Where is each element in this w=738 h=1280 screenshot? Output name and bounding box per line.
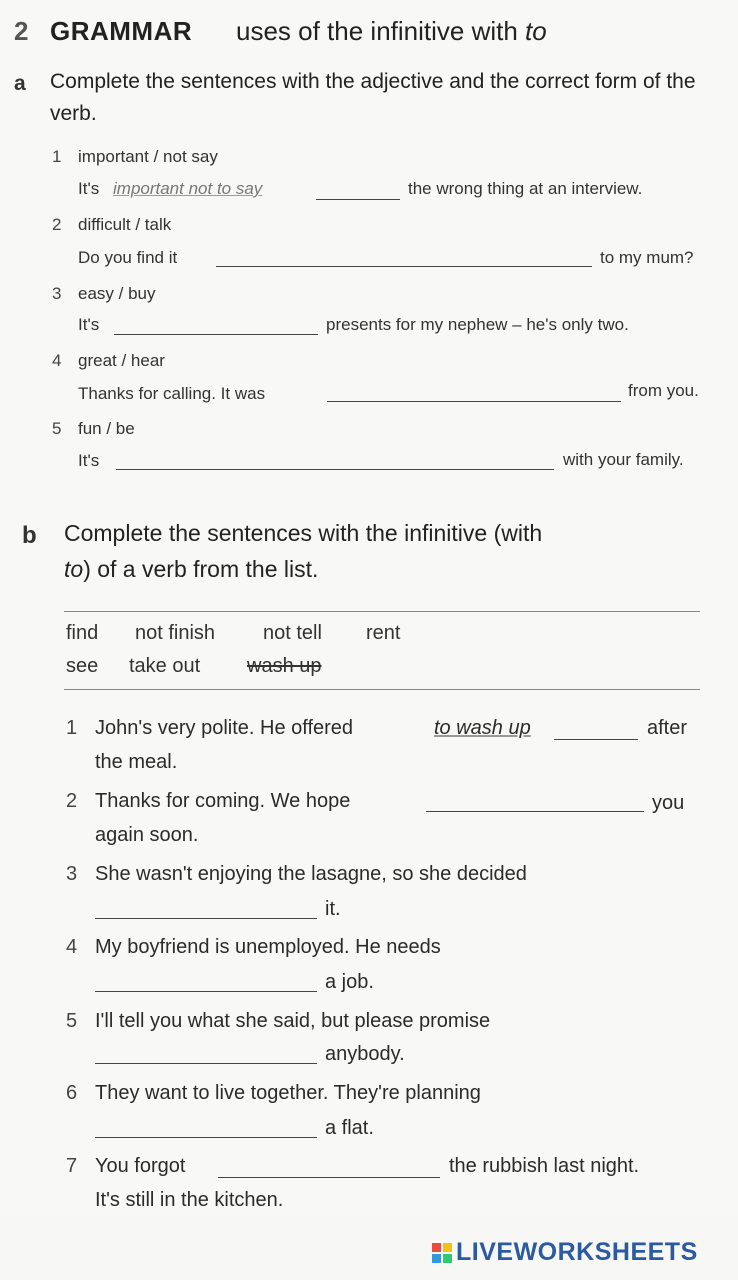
item-a5-after: with your family. bbox=[563, 450, 684, 469]
item-b5-blank[interactable] bbox=[95, 1063, 317, 1064]
item-b2-number: 2 bbox=[66, 790, 78, 812]
instruction-emphasis: to bbox=[64, 556, 84, 582]
item-a4-blank[interactable] bbox=[327, 401, 621, 402]
item-b2-blank[interactable] bbox=[426, 811, 644, 812]
word-not-finish: not finish bbox=[135, 622, 216, 644]
item-b3-number: 3 bbox=[66, 863, 78, 885]
exercise-number: 2 bbox=[14, 16, 29, 46]
section-b-instruction-line2 bbox=[64, 556, 318, 583]
item-a5-number: 5 bbox=[52, 419, 62, 438]
item-a3-blank[interactable] bbox=[114, 334, 318, 335]
item-b7-after: the rubbish last night. bbox=[449, 1155, 640, 1177]
item-b6-text: They want to live together. They're planning bbox=[95, 1082, 481, 1104]
section-b-letter: b bbox=[22, 522, 37, 549]
item-a3-prompt: easy / buy bbox=[78, 284, 156, 303]
item-b5-number: 5 bbox=[66, 1010, 78, 1032]
word-wash-up-used: wash up bbox=[247, 655, 322, 677]
item-b1-number: 1 bbox=[66, 717, 78, 739]
section-a-instruction: Complete the sentences with the adjective and the correct form of the verb. bbox=[50, 70, 696, 125]
item-a2-prompt: difficult / talk bbox=[78, 215, 172, 234]
item-a4-prompt: great / hear bbox=[78, 351, 165, 370]
item-b5-text: I'll tell you what she said, but please promise bbox=[95, 1010, 491, 1032]
item-b4-text: My boyfriend is unemployed. He needs bbox=[95, 936, 441, 958]
item-a4-before: Thanks for calling. It was bbox=[78, 384, 266, 403]
item-a5-before: It's bbox=[78, 451, 100, 470]
item-a5-prompt: fun / be bbox=[78, 419, 135, 438]
word-rent: rent bbox=[366, 622, 401, 644]
item-b1-after: after bbox=[647, 717, 688, 739]
wordbox-top-rule bbox=[64, 611, 700, 612]
item-b1-text: John's very polite. He offered bbox=[95, 717, 354, 739]
item-b3-continuation: it. bbox=[325, 898, 341, 920]
item-a3-after: presents for my nephew – he's only two. bbox=[326, 315, 629, 334]
item-a5-blank[interactable] bbox=[116, 469, 554, 470]
item-b7-number: 7 bbox=[66, 1155, 78, 1177]
item-a2-number: 2 bbox=[52, 215, 62, 234]
item-a2-after: to my mum? bbox=[600, 248, 694, 267]
subtitle-emphasis: to bbox=[525, 16, 547, 46]
item-b7-blank[interactable] bbox=[218, 1177, 440, 1178]
item-b4-number: 4 bbox=[66, 936, 78, 958]
item-b7-continuation: It's still in the kitchen. bbox=[95, 1189, 284, 1211]
item-a1-before: It's bbox=[78, 179, 100, 198]
item-b6-number: 6 bbox=[66, 1082, 78, 1104]
item-a4-number: 4 bbox=[52, 351, 62, 370]
instruction-rest: ) of a verb from the list. bbox=[83, 556, 319, 582]
item-a1-blank[interactable] bbox=[316, 199, 400, 200]
subtitle-text: uses of the infinitive with bbox=[236, 16, 526, 46]
item-b3-text: She wasn't enjoying the lasagne, so she decided bbox=[95, 863, 527, 885]
exercise-title: GRAMMAR bbox=[50, 16, 193, 46]
item-a2-blank[interactable] bbox=[216, 266, 592, 267]
item-b6-blank[interactable] bbox=[95, 1137, 317, 1138]
item-a1-number: 1 bbox=[52, 147, 62, 166]
footer-brand[interactable]: LIVEWORKSHEETS bbox=[456, 1238, 698, 1266]
exercise-subtitle bbox=[236, 16, 547, 47]
item-a2-before: Do you find it bbox=[78, 248, 178, 267]
item-b7-text: You forgot bbox=[95, 1155, 186, 1177]
item-b4-blank[interactable] bbox=[95, 991, 317, 992]
item-b4-continuation: a job. bbox=[325, 971, 374, 993]
item-b3-blank[interactable] bbox=[95, 918, 317, 919]
item-a4-after: from you. bbox=[628, 381, 699, 400]
item-b5-continuation: anybody. bbox=[325, 1043, 405, 1065]
item-b1-answer: to wash up bbox=[434, 717, 531, 739]
item-b1-blank[interactable] bbox=[554, 739, 638, 740]
section-b-instruction-line1: Complete the sentences with the infinitive (with bbox=[64, 520, 543, 546]
item-b2-after: you bbox=[652, 792, 685, 814]
item-a1-after: the wrong thing at an interview. bbox=[408, 179, 643, 198]
item-b2-text: Thanks for coming. We hope bbox=[95, 790, 351, 812]
item-b1-continuation: the meal. bbox=[95, 751, 178, 773]
item-a1-prompt: important / not say bbox=[78, 147, 218, 166]
item-a1-answer: important not to say bbox=[113, 179, 263, 198]
item-b2-continuation: again soon. bbox=[95, 824, 199, 846]
word-take-out: take out bbox=[129, 655, 201, 677]
item-a3-before: It's bbox=[78, 315, 100, 334]
liveworksheets-logo-icon bbox=[432, 1243, 452, 1263]
section-a-letter: a bbox=[14, 72, 26, 95]
wordbox-bottom-rule bbox=[64, 689, 700, 690]
item-a3-number: 3 bbox=[52, 284, 62, 303]
word-not-tell: not tell bbox=[263, 622, 322, 644]
word-see: see bbox=[66, 655, 99, 677]
item-b6-continuation: a flat. bbox=[325, 1117, 374, 1139]
word-find: find bbox=[66, 622, 99, 644]
